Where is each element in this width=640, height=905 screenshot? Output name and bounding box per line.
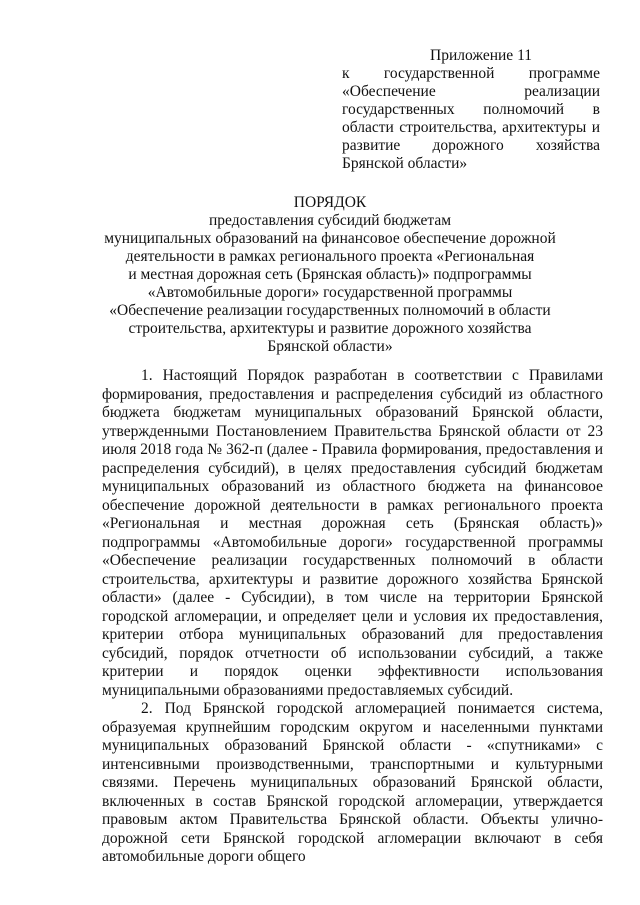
heading-line: «Автомобильные дороги» государственной программы bbox=[147, 284, 513, 301]
heading-line: «Обеспечение реализации государственных полномочий в области bbox=[109, 302, 551, 319]
body-paragraph: 2. Под Брянской городской агломерацией понимается система, образуемая крупнейшим городским округом и населенными пунктами муниципальных образований Брянской области - «спутниками» с интенсивными производственными, транспортными и культурными связями. Перечень муниципальных образований Брянской области, включенных в состав Брянской городской агломерации, утверждается правовым актом Правительства Брянской области. Объекты улично-дорожной сети Брянской городской агломерации включают в себя автомобильные дороги общего bbox=[102, 700, 603, 865]
body-paragraph: 1. Настоящий Порядок разработан в соответствии с Правилами формирования, предоставления и распределения субсидий из областного бюджета бюджетам муниципальных образований Брянской области, утвержденными Постановлением Правительства Брянской области от 23 июля 2018 года № 362-п (далее - Правила формирования, предоставления и распределения субсидий), в целях предоставления субсидий бюджетам муниципальных образований из областного бюджета на финансовое обеспечение дорожной деятельности в рамках регионального проекта «Региональная и местная дорожная сеть (Брянская область)» подпрограммы «Автомобильные дороги» государственной программы «Обеспечение реализации государственных полномочий в области строительства, архитектуры и развитие дорожного хозяйства Брянской области» (далее - Субсидии), в том числе на территории Брянской городской агломерации, и определяет цели и условия их предоставления, критерии отбора муниципальных образований для предоставления субсидий, порядок отчетности об использовании субсидий, а также критерии и порядок оценки эффективности использования муниципальными образованиями предоставляемых субсидий. bbox=[102, 367, 603, 699]
heading-line: муниципальных образований на финансовое обеспечение дорожной bbox=[104, 230, 556, 247]
heading-line: предоставления субсидий бюджетам bbox=[208, 212, 452, 229]
heading-line: строительства, архитектуры и развитие дорожного хозяйства bbox=[128, 320, 532, 337]
heading-title: ПОРЯДОК bbox=[293, 194, 367, 211]
document-body bbox=[102, 367, 603, 867]
appendix-text: к государственной программе «Обеспечение реализации государственных полномочий в области строительства, архитектуры и развитие дорожного хозяйства Брянской области» bbox=[342, 65, 600, 172]
appendix-block bbox=[342, 47, 600, 173]
heading-line: и местная дорожная сеть (Брянская область)» подпрограммы bbox=[128, 266, 532, 283]
document-heading bbox=[60, 194, 600, 356]
heading-line: деятельности в рамках регионального проекта «Региональная bbox=[125, 248, 535, 265]
heading-line: Брянской области» bbox=[267, 338, 393, 355]
appendix-title: Приложение 11 bbox=[430, 47, 532, 64]
